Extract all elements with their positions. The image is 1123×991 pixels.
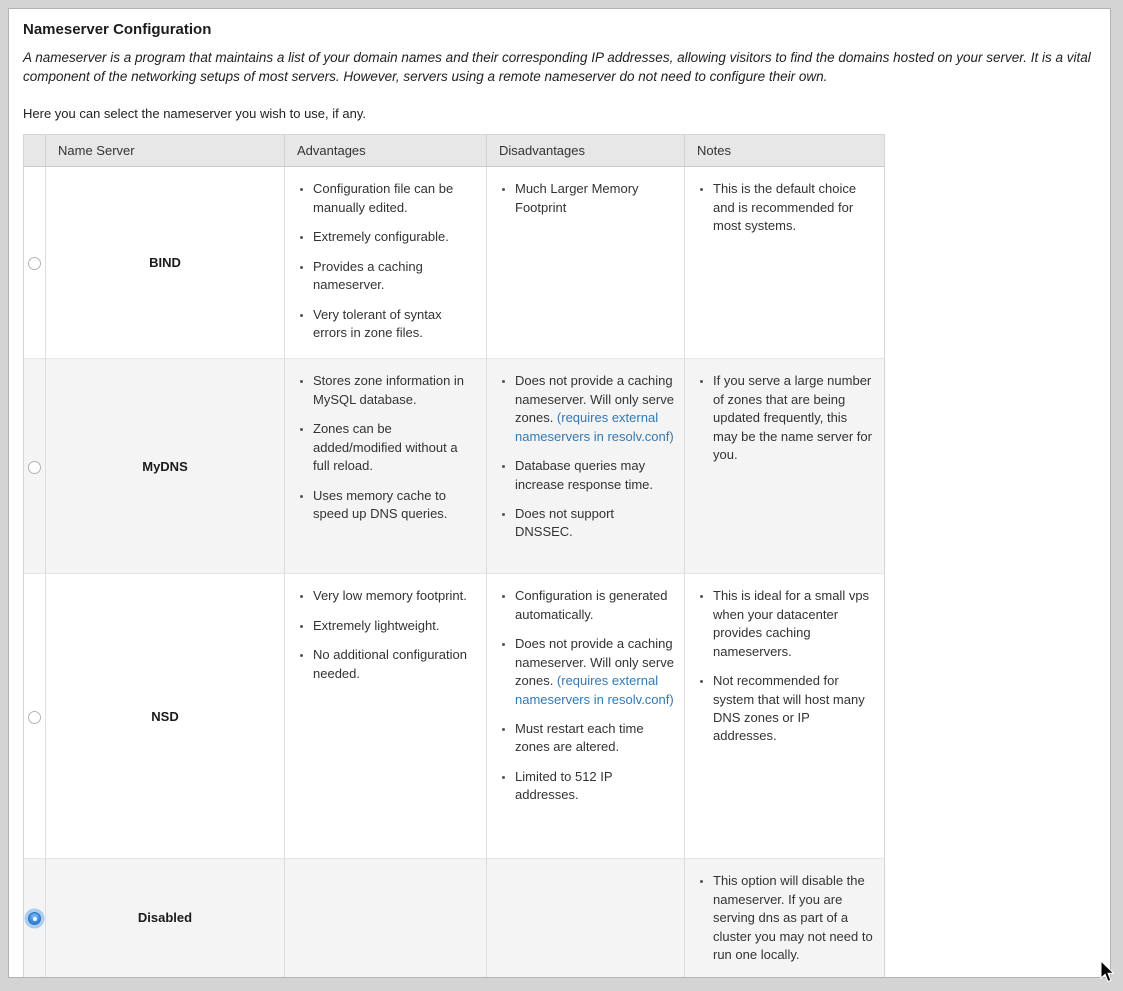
disadvantages-cell: [487, 859, 685, 977]
bullet-item: [515, 180, 674, 217]
disadvantages-cell: [487, 574, 685, 859]
bullet-text: Does not provide a caching nameserver. Will only serve zones.: [515, 636, 674, 689]
bullet-text: Must restart each time zones are altered.: [515, 720, 644, 755]
notes-cell: [685, 574, 885, 859]
column-header-advantages: Advantages: [285, 135, 487, 167]
column-header-disadvantages: Disadvantages: [487, 135, 685, 167]
bullet-text: Configuration file can be manually edited.: [313, 181, 454, 215]
bullet-item: [313, 617, 476, 635]
column-header-notes: Notes: [685, 135, 885, 167]
bullet-item: [313, 646, 476, 683]
bullet-text: Limited to 512 IP addresses.: [515, 768, 613, 803]
bullet-item: [313, 228, 476, 246]
disadvantages-list: [501, 180, 674, 217]
nameserver-name: MyDNS: [46, 359, 285, 574]
disadvantages-list: [501, 372, 674, 542]
bullet-text: Uses memory cache to speed up DNS queries.: [313, 487, 448, 521]
bullet-item: [713, 672, 874, 746]
table-header-row: [24, 135, 885, 167]
bullet-text: Does not support DNSSEC.: [515, 505, 615, 540]
bullet-item: [515, 505, 674, 542]
radio-column-header: [24, 135, 46, 167]
radio-dot: [33, 917, 37, 921]
radio-disabled[interactable]: [28, 912, 41, 925]
bullet-item: [313, 487, 476, 524]
notes-cell: [685, 167, 885, 359]
bullet-text: No additional configuration needed.: [313, 647, 467, 681]
select-prompt: Here you can select the nameserver you wish to use, if any.: [23, 106, 366, 122]
bullet-item: [313, 372, 476, 409]
advantages-list: [299, 587, 476, 683]
bullet-item: [313, 180, 476, 217]
radio-cell: [24, 574, 46, 859]
radio-cell: [24, 859, 46, 977]
bullet-text: Provides a caching nameserver.: [313, 258, 423, 293]
disadvantages-cell: [487, 167, 685, 359]
radio-cell: [24, 359, 46, 574]
bullet-text: Does not provide a caching nameserver. Will only serve zones.: [515, 373, 674, 426]
bullet-text: Stores zone information in MySQL database.: [313, 373, 465, 407]
resolv-conf-link[interactable]: (requires external nameservers in resolv.conf): [515, 410, 674, 444]
nameserver-table: [23, 134, 885, 977]
intro-paragraph: A nameserver is a program that maintains a list of your domain names and their corresponding IP addresses, allowing visitors to find the domains hosted on your server. It is a vital component of the networking setups of most servers. However, servers using a remote nameserver do not need to configure their own.: [23, 50, 1091, 84]
resolv-conf-link[interactable]: (requires external nameservers in resolv.conf): [515, 673, 674, 707]
advantages-cell: [285, 359, 487, 574]
bullet-text: Much Larger Memory Footprint: [515, 181, 639, 215]
disadvantages-list: [501, 587, 674, 805]
bullet-text: This is ideal for a small vps when your datacenter provides caching nameservers.: [713, 588, 870, 659]
column-header-name-server: Name Server: [46, 135, 285, 167]
notes-list: [699, 372, 874, 464]
advantages-list: [299, 372, 476, 523]
table-row: [24, 359, 885, 574]
bullet-text: Very tolerant of syntax errors in zone files.: [313, 306, 442, 340]
table-row: [24, 859, 885, 977]
bullet-item: [713, 372, 874, 464]
nameserver-table-body: [24, 167, 885, 977]
bullet-item: [515, 768, 674, 805]
nameserver-name: NSD: [46, 574, 285, 859]
notes-list: [699, 872, 874, 964]
bullet-item: [313, 258, 476, 295]
bullet-text: Extremely configurable.: [313, 229, 449, 245]
radio-cell: [24, 167, 46, 359]
bullet-text: If you serve a large number of zones that are being updated frequently, this may be the name server for you.: [713, 373, 872, 463]
bullet-item: [313, 306, 476, 343]
bullet-item: [515, 372, 674, 446]
bullet-item: [515, 635, 674, 709]
advantages-cell: [285, 574, 487, 859]
bullet-text: Not recommended for system that will host many DNS zones or IP addresses.: [713, 673, 865, 744]
nameserver-name: BIND: [46, 167, 285, 359]
radio-mydns[interactable]: [28, 461, 41, 474]
bullet-item: [515, 457, 674, 494]
bullet-item: [713, 587, 874, 661]
notes-cell: [685, 859, 885, 977]
radio-nsd[interactable]: [28, 711, 41, 724]
table-row: [24, 167, 885, 359]
bullet-text: Extremely lightweight.: [313, 617, 440, 633]
advantages-list: [299, 180, 476, 342]
bullet-item: [713, 872, 874, 964]
advantages-cell: [285, 167, 487, 359]
bullet-text: Zones can be added/modified without a full reload.: [313, 421, 458, 474]
bullet-text: This option will disable the nameserver. If you are serving dns as part of a cluster you may not need to run one locally.: [713, 873, 873, 963]
bullet-text: Very low memory footprint.: [313, 588, 467, 604]
page-title: Nameserver Configuration: [23, 21, 212, 38]
notes-cell: [685, 359, 885, 574]
bullet-item: [515, 720, 674, 757]
bullet-text: Database queries may increase response time.: [515, 458, 654, 492]
bullet-item: [313, 587, 476, 605]
advantages-cell: [285, 859, 487, 977]
bullet-text: This is the default choice and is recommended for most systems.: [713, 181, 857, 234]
disadvantages-cell: [487, 359, 685, 574]
bullet-item: [713, 180, 874, 235]
bullet-item: [313, 420, 476, 475]
notes-list: [699, 180, 874, 235]
notes-list: [699, 587, 874, 746]
content-panel: [8, 8, 1111, 978]
radio-bind[interactable]: [28, 257, 41, 270]
bullet-item: [515, 587, 674, 624]
nameserver-name: Disabled: [46, 859, 285, 977]
table-row: [24, 574, 885, 859]
bullet-text: Configuration is generated automatically.: [515, 588, 668, 622]
